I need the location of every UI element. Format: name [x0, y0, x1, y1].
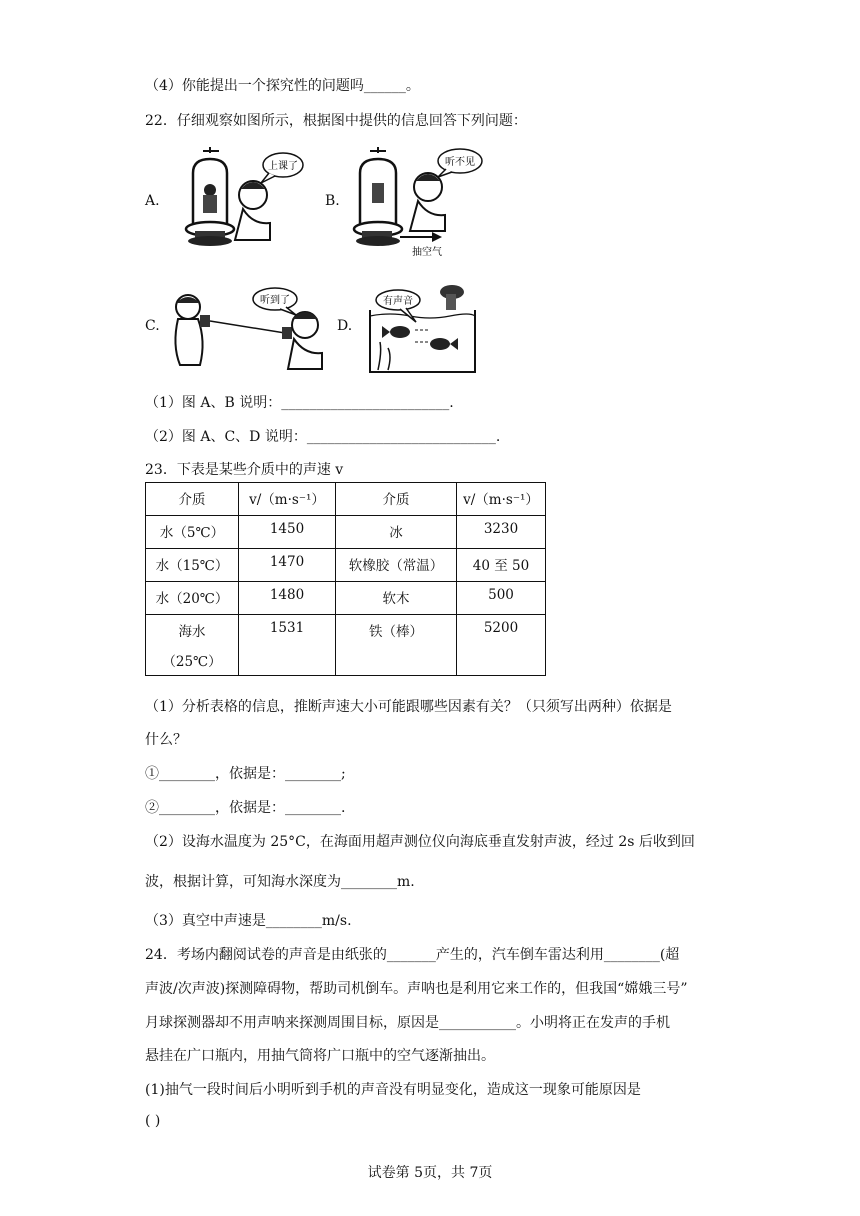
table-row [146, 549, 546, 582]
cell-seawater-temp: （25℃） [162, 654, 222, 670]
fig-a-label: A. [145, 193, 160, 209]
fig-c-label: C. [145, 318, 160, 334]
q23-sub2-line1: （2）设海水温度为 25°C，在海面用超声测位仪向海底垂直发射声波，经过 2s 后收到回 [145, 834, 695, 850]
table-cell [146, 615, 239, 676]
table-cell: 1470 [239, 549, 336, 582]
q23-sub1-line1: （1）分析表格的信息，推断声速大小可能跟哪些因素有关？（只须写出两种）依据是 [145, 699, 672, 715]
q24-line2: 声波/次声波)探测障碍物，帮助司机倒车。声呐也是利用它来工作的，但我国“嫦娥三号” [145, 981, 688, 997]
fig-d-label: D. [337, 318, 353, 334]
table-header-row [146, 483, 546, 516]
q23-title: 23．下表是某些介质中的声速 v [145, 462, 344, 478]
table-cell: 冰 [336, 516, 457, 549]
fig-d-fish-tank [360, 282, 480, 377]
q24-line3: 月球探测器却不用声呐来探测周围目标，原因是___________。小明将正在发声的手机 [145, 1015, 670, 1031]
q23-blank1: ①________，依据是：________; [145, 766, 346, 782]
table-cell: 水（20℃） [146, 582, 239, 615]
q24-line6: ( ) [145, 1113, 161, 1129]
table-cell: 1450 [239, 516, 336, 549]
header-medium-2: 介质 [336, 483, 457, 516]
fig-b-bell-jar-vacuum [350, 145, 490, 260]
q24-line4: 悬挂在广口瓶内，用抽气筒将广口瓶中的空气逐渐抽出。 [145, 1048, 495, 1064]
table-cell: 软橡胶（常温） [336, 549, 457, 582]
q22-title: 22．仔细观察如图所示，根据图中提供的信息回答下列问题： [145, 113, 527, 129]
cell-seawater: 海水 [178, 624, 206, 640]
header-speed-2: v/（m·s⁻¹） [457, 483, 546, 516]
page-footer: 试卷第 5页，共 7页 [367, 1165, 493, 1181]
table-cell: 3230 [457, 516, 546, 549]
table-cell: 水（15℃） [146, 549, 239, 582]
fig-c-bubble-text: 听到了 [260, 295, 290, 306]
table-cell: 500 [457, 582, 546, 615]
q24-line1: 24．考场内翻阅试卷的声音是由纸张的_______产生的，汽车倒车雷达利用________(超 [145, 947, 680, 963]
fig-d-bubble-text: 有声音 [383, 296, 413, 307]
table-cell: 1480 [239, 582, 336, 615]
header-medium-1: 介质 [146, 483, 239, 516]
table-row [146, 615, 546, 676]
fig-b-bubble-text: 听不见 [445, 157, 475, 168]
fig-a-bell-jar-with-air [175, 145, 315, 250]
q22-sub1: （1）图 A、B 说明：________________________. [145, 395, 454, 411]
q23-sub3: （3）真空中声速是________m/s. [145, 913, 352, 929]
q23-sub2-line2: 波，根据计算，可知海水深度为________m. [145, 874, 415, 890]
table-cell: 软木 [336, 582, 457, 615]
header-speed-1: v/（m·s⁻¹） [239, 483, 336, 516]
fig-a-bubble-text: 上课了 [268, 161, 298, 172]
fig-b-pump-note: 抽空气 [412, 247, 442, 258]
table-cell: 铁（棒） [336, 615, 457, 676]
table-cell: 1531 [239, 615, 336, 676]
table-cell: 5200 [457, 615, 546, 676]
table-row [146, 582, 546, 615]
table-cell: 40 至 50 [457, 549, 546, 582]
sound-speed-table [145, 482, 546, 676]
q23-blank2: ②________，依据是：________. [145, 800, 346, 816]
q22-sub2: （2）图 A、C、D 说明：___________________________. [145, 429, 501, 445]
q24-line5: (1)抽气一段时间后小明听到手机的声音没有明显变化，造成这一现象可能原因是 [145, 1082, 641, 1098]
q21-part4: （4）你能提出一个探究性的问题吗______。 [145, 78, 420, 94]
table-row [146, 516, 546, 549]
fig-b-label: B. [325, 193, 340, 209]
fig-c-string-telephone [160, 285, 330, 370]
table-cell: 水（5℃） [146, 516, 239, 549]
q23-sub1-line2: 什么？ [145, 732, 187, 748]
